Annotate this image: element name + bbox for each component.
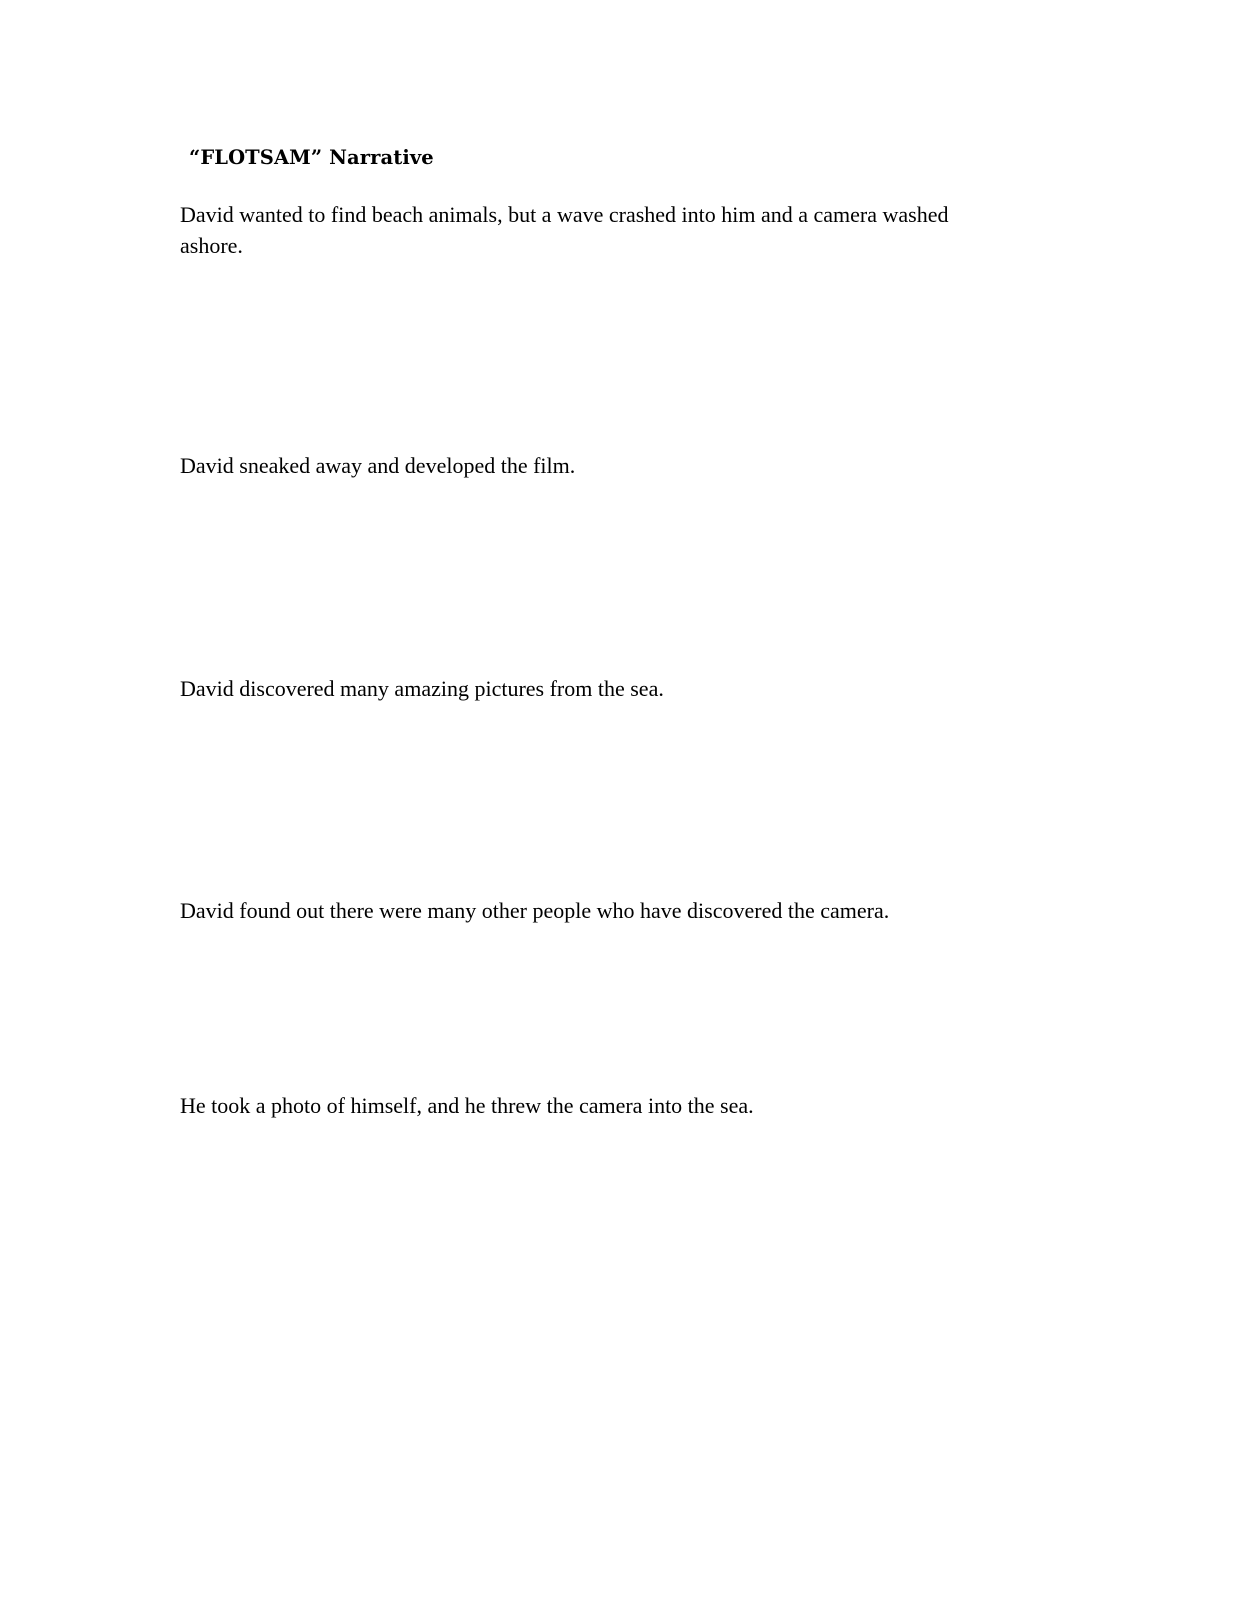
narrative-paragraph-1: David wanted to find beach animals, but a wave crashed into him and a camera washed ashore. (180, 202, 949, 258)
narrative-paragraph-2: David sneaked away and developed the film. (180, 453, 576, 478)
narrative-paragraph-4: David found out there were many other people who have discovered the camera. (180, 898, 890, 923)
narrative-paragraph-3: David discovered many amazing pictures from the sea. (180, 676, 664, 701)
page-title: “FLOTSAM” Narrative (189, 146, 434, 169)
narrative-paragraph-5: He took a photo of himself, and he threw the camera into the sea. (180, 1093, 754, 1118)
